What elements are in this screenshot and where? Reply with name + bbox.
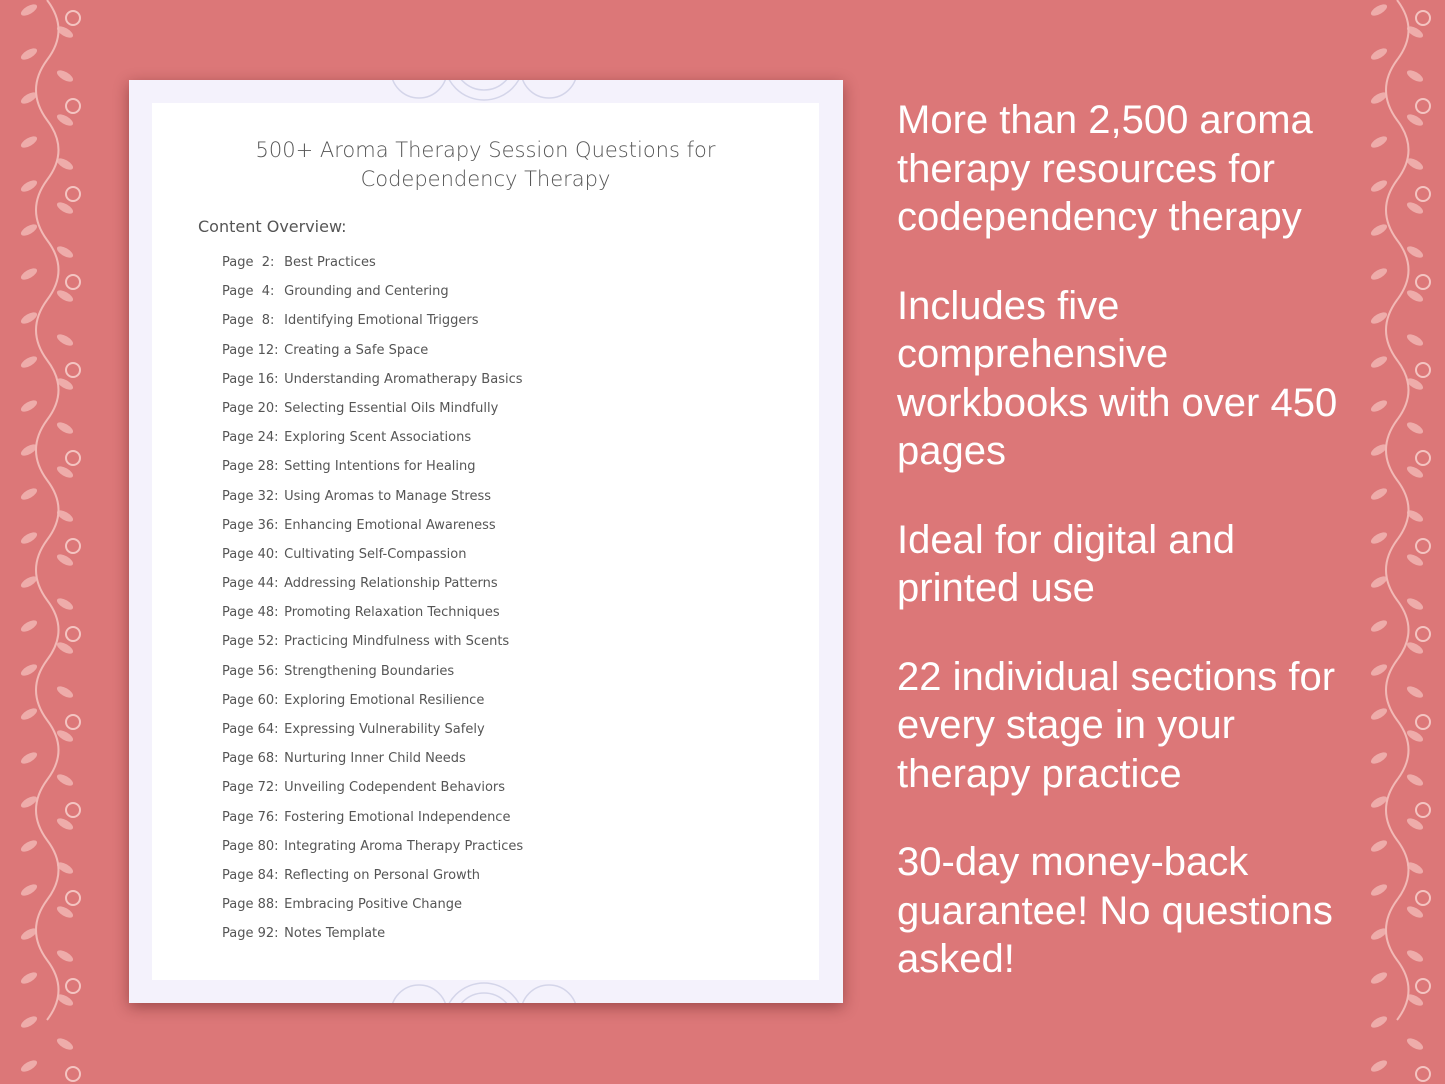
toc-item <box>222 634 523 663</box>
feature-item: 22 individual sections for every stage in your therapy practice <box>897 654 1336 796</box>
toc-page-number: Page 68: <box>222 751 279 767</box>
toc-section-title: Exploring Scent Associations <box>284 430 472 446</box>
toc-item <box>222 693 523 722</box>
toc-item <box>222 868 523 897</box>
toc-section-title: Reflecting on Personal Growth <box>284 867 481 883</box>
toc-item <box>222 255 523 284</box>
document-title <box>152 136 819 194</box>
feature-item: Includes five comprehensive workbooks with over 450 pages <box>897 283 1338 473</box>
toc-item <box>222 897 523 926</box>
toc-item <box>222 722 523 751</box>
toc-section-title: Creating a Safe Space <box>284 342 429 358</box>
toc-item <box>222 343 523 372</box>
toc-section-title: Promoting Relaxation Techniques <box>284 605 500 621</box>
toc-item <box>222 401 523 430</box>
feature-item: 30-day money-back guarantee! No questions asked! <box>897 840 1333 981</box>
feature-item: More than 2,500 aroma therapy resources for codependency therapy <box>897 98 1313 239</box>
toc-page-number: Page 16: <box>222 371 279 387</box>
toc-section-title: Understanding Aromatherapy Basics <box>284 371 523 387</box>
toc-page-number: Page 88: <box>222 897 279 913</box>
toc-section-title: Integrating Aroma Therapy Practices <box>284 838 524 854</box>
toc-page-number: Page 92: <box>222 926 279 942</box>
feature-item: Ideal for digital and printed use <box>897 517 1236 610</box>
feature-list <box>897 96 1347 984</box>
toc-page-number: Page 76: <box>222 809 279 825</box>
toc-section-title: Unveiling Codependent Behaviors <box>284 780 506 796</box>
toc-page-number: Page 60: <box>222 692 279 708</box>
title-line-2: Codependency Therapy <box>360 167 611 191</box>
mandala-bottom-decoration <box>379 979 589 1003</box>
toc-page-number: Page 72: <box>222 780 279 796</box>
toc-section-title: Enhancing Emotional Awareness <box>284 517 496 533</box>
toc-page-number: Page 64: <box>222 722 279 737</box>
toc-page-number: Page 36: <box>222 517 279 533</box>
toc-section-title: Grounding and Centering <box>284 284 449 300</box>
toc-item <box>222 313 523 342</box>
toc-item <box>222 576 523 605</box>
toc-item <box>222 926 523 955</box>
toc-item <box>222 430 523 459</box>
toc-item <box>222 547 523 576</box>
toc-item <box>222 459 523 488</box>
toc-section-title: Notes Template <box>284 926 386 942</box>
document-page <box>152 103 819 980</box>
toc-item <box>222 780 523 809</box>
toc-section-title: Embracing Positive Change <box>284 897 462 913</box>
toc-page-number: Page 56: <box>222 663 279 679</box>
toc-item <box>222 489 523 518</box>
content-overview-label: Content Overview: <box>198 217 347 236</box>
toc-page-number: Page 8: <box>222 313 275 329</box>
toc-section-title: Nurturing Inner Child Needs <box>284 751 466 767</box>
toc-page-number: Page 44: <box>222 576 279 592</box>
toc-item <box>222 372 523 401</box>
toc-item <box>222 839 523 868</box>
toc-page-number: Page 48: <box>222 605 279 621</box>
toc-section-title: Exploring Emotional Resilience <box>284 692 485 708</box>
toc-page-number: Page 2: <box>222 255 275 270</box>
toc-page-number: Page 52: <box>222 634 279 650</box>
toc-section-title: Expressing Vulnerability Safely <box>284 722 485 737</box>
toc-section-title: Setting Intentions for Healing <box>284 459 476 475</box>
toc-item <box>222 284 523 313</box>
toc-section-title: Cultivating Self-Compassion <box>284 546 467 562</box>
toc-section-title: Using Aromas to Manage Stress <box>284 488 492 504</box>
toc-section-title: Identifying Emotional Triggers <box>284 313 479 329</box>
floral-vine-left-decoration <box>0 0 95 1084</box>
title-line-1: 500+ Aroma Therapy Session Questions for <box>255 138 716 162</box>
toc-item <box>222 810 523 839</box>
toc-page-number: Page 32: <box>222 488 279 504</box>
toc-section-title: Strengthening Boundaries <box>284 663 455 679</box>
toc-item <box>222 605 523 634</box>
toc-section-title: Best Practices <box>284 255 376 270</box>
toc-page-number: Page 20: <box>222 400 279 416</box>
toc-page-number: Page 84: <box>222 867 279 883</box>
toc-page-number: Page 40: <box>222 546 279 562</box>
floral-vine-right-decoration <box>1350 0 1445 1084</box>
toc-page-number: Page 28: <box>222 459 279 475</box>
document-preview <box>129 80 843 1003</box>
toc-item <box>222 664 523 693</box>
mandala-top-decoration <box>379 80 589 104</box>
toc-page-number: Page 24: <box>222 430 279 446</box>
toc-section-title: Fostering Emotional Independence <box>284 809 511 825</box>
toc-page-number: Page 80: <box>222 838 279 854</box>
toc-page-number: Page 12: <box>222 342 279 358</box>
toc-section-title: Practicing Mindfulness with Scents <box>284 634 510 650</box>
toc-item <box>222 751 523 780</box>
toc-section-title: Selecting Essential Oils Mindfully <box>284 400 499 416</box>
toc-page-number: Page 4: <box>222 284 275 300</box>
toc-item <box>222 518 523 547</box>
toc-section-title: Addressing Relationship Patterns <box>284 576 498 592</box>
table-of-contents <box>222 255 523 956</box>
